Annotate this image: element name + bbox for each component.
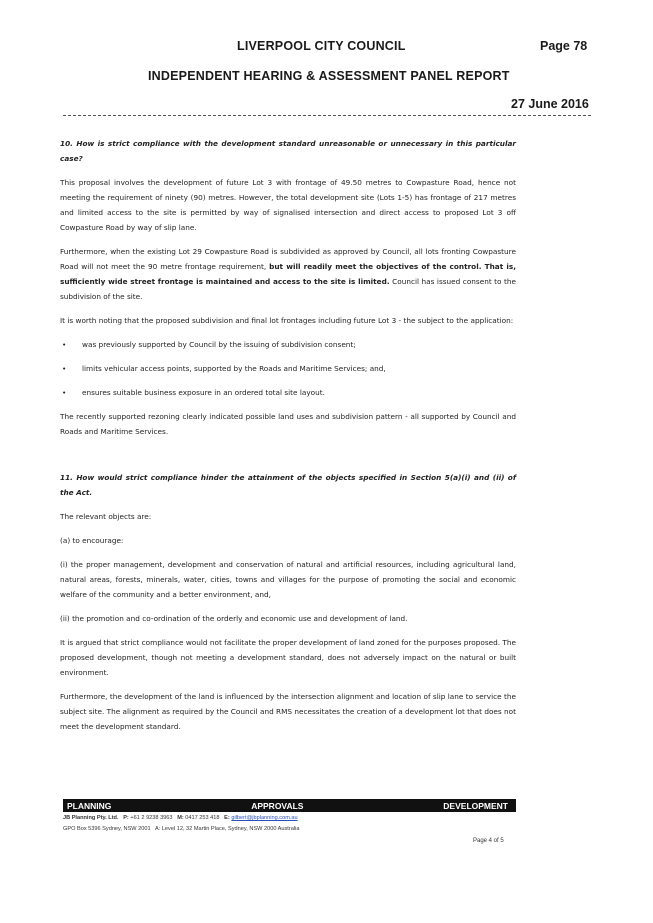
po-box: GPO Box 5396 Sydney, NSW 2001 [63, 826, 151, 832]
company-name: JB Planning Pty. Ltd. [63, 815, 119, 821]
header-date: 27 June 2016 [511, 97, 589, 111]
banner-approvals: APPROVALS [251, 800, 304, 811]
bullet-item: • was previously supported by Council by the issuing of subdivision consent; [60, 337, 516, 352]
paragraph [60, 244, 516, 304]
spacer [60, 448, 516, 470]
paragraph-text: Council has issued consent to the subdivision of the site. [60, 277, 516, 301]
paragraph: This proposal involves the development of future Lot 3 with frontage of 49.50 metres to Cowpasture Road, hence not meeting the requirement of ninety (90) metres. However, the total development site (Lots 1-5) has frontage of 217 metres and limited access to the site is permitted by way of signalised intersection and direct access to proposed Lot 3 off Cowpasture Road by way of slip lane. [60, 178, 516, 232]
footer-page-of: Page 4 of 5 [473, 838, 504, 844]
paragraph: The recently supported rezoning clearly indicated possible land uses and subdivision pattern - all supported by Council and Roads and Maritime Services. [60, 412, 516, 436]
header-title: LIVERPOOL CITY COUNCIL [237, 39, 406, 53]
paragraph-bold-text: but will readily meet the objectives of the control. That is, sufficiently wide street frontage is maintained and access to the site is limited. [60, 262, 516, 286]
paragraph: (ii) the promotion and co-ordination of the orderly and economic use and development of land. [60, 614, 408, 623]
address-label: A: [154, 826, 161, 832]
paragraph: (i) the proper management, development and conservation of natural and artificial resources, including agricultural land, natural areas, forests, minerals, water, cities, towns and villages for the purpose of promoting the social and economic welfare of the community and a better environment, and, [60, 560, 516, 599]
header-subtitle: INDEPENDENT HEARING & ASSESSMENT PANEL REPORT [148, 69, 510, 83]
email-label: E: [224, 815, 230, 821]
banner-planning: PLANNING [67, 800, 112, 811]
paragraph: It is worth noting that the proposed subdivision and final lot frontages including future Lot 3 - the subject to the application: [60, 316, 514, 325]
footer-banner [63, 799, 516, 812]
header-divider [63, 115, 591, 116]
phone-number: +61 2 9238 3963 [130, 815, 173, 821]
question-11: 11. How would strict compliance hinder the attainment of the objects specified in Section 5(a)(i) and (ii) of the Act. [60, 473, 516, 497]
footer-address-line [63, 826, 299, 832]
document-body [60, 136, 516, 743]
bullet-list [60, 337, 516, 400]
paragraph: The relevant objects are: [60, 512, 152, 521]
paragraph: Furthermore, the development of the land is influenced by the intersection alignment and location of slip lane to service the subject site. The alignment as required by the Council and RMS necessitates the creation of a development lot that does not meet the development standard. [60, 692, 516, 731]
mobile-number: 0417 253 418 [185, 815, 220, 821]
paragraph: (a) to encourage: [60, 536, 124, 545]
header-page-number: Page 78 [540, 39, 588, 53]
email-link[interactable]: gilbert@jbplanning.com.au [231, 815, 298, 821]
address: Level 12, 32 Martin Place, Sydney, NSW 2000 Australia [161, 826, 300, 832]
phone-label: P: [123, 815, 129, 821]
paragraph-text: Furthermore, when the existing Lot 29 Cowpasture Road is subdivided as approved by Council, all lots fronting Cowpasture Road will not meet the 90 metre frontage requirement, [60, 247, 516, 271]
banner-development: DEVELOPMENT [443, 800, 508, 811]
bullet-item: • limits vehicular access points, supported by the Roads and Maritime Services; and, [60, 361, 516, 376]
question-10: 10. How is strict compliance with the development standard unreasonable or unnecessary in this particular case? [60, 139, 516, 163]
footer-contact-line [63, 815, 298, 821]
bullet-item: • ensures suitable business exposure in an ordered total site layout. [60, 385, 516, 400]
paragraph: It is argued that strict compliance would not facilitate the proper development of land zoned for the purposes proposed. The proposed development, though not meeting a development standard, does not adversely impact on the natural or built environment. [60, 638, 516, 677]
mobile-label: M: [177, 815, 184, 821]
